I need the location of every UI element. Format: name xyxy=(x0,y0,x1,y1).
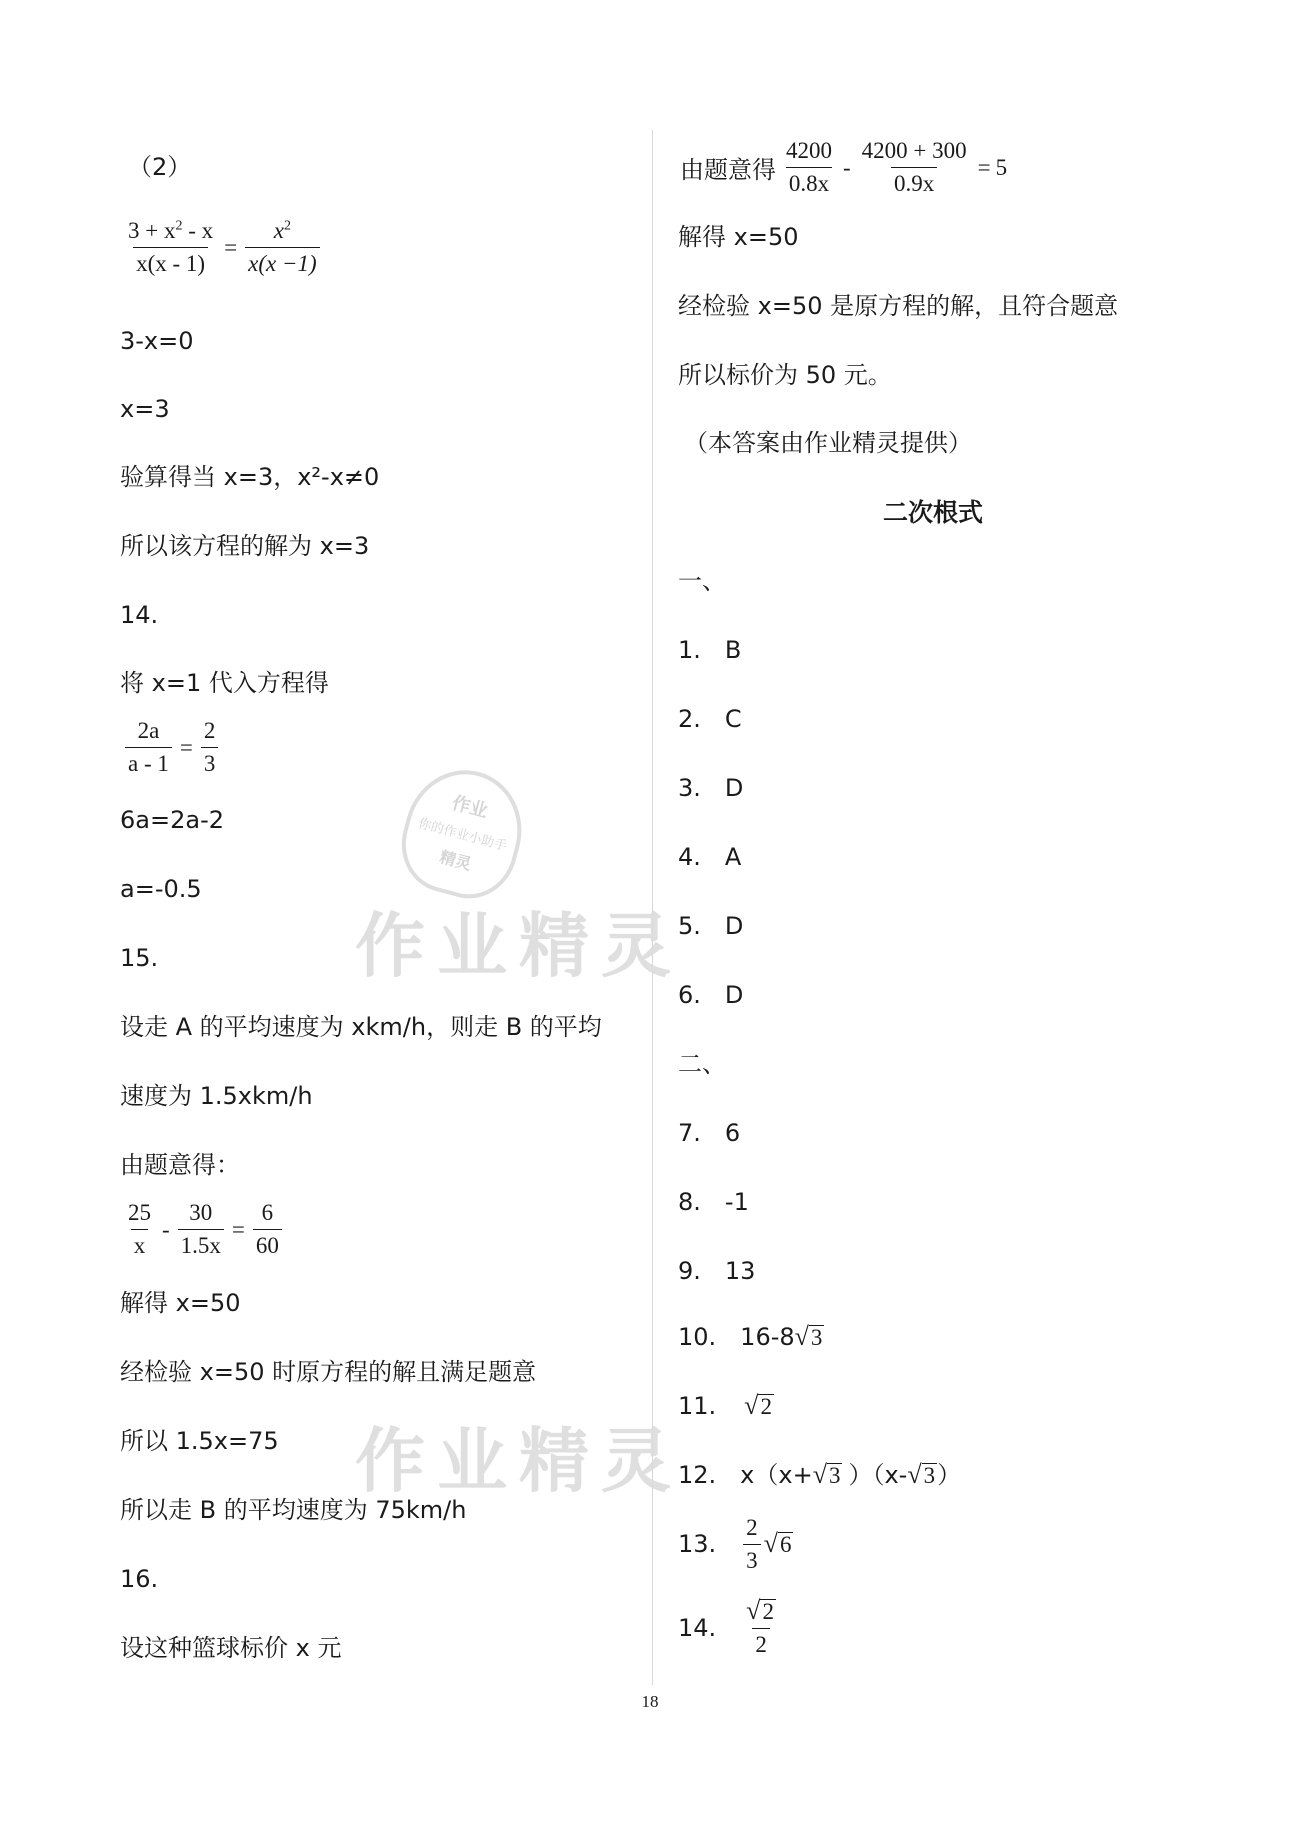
answer-item: 5. D xyxy=(678,912,744,940)
text-line: 设这种篮球标价 x 元 xyxy=(120,1634,342,1662)
text-line: 所以该方程的解为 x=3 xyxy=(120,532,370,560)
equation-4: 由题意得 $\frac{4200}{0.8x}$ - $\frac{4200 + 300}{0.9x}$ = 5 xyxy=(680,138,1008,196)
question-number: 15. xyxy=(120,944,159,972)
watermark-seal: 作业 你的作业小助手 精灵 xyxy=(391,757,536,909)
equation-3: $\frac{25}{x}$ - $\frac{30}{1.5x}$ = $\frac{6}{60}$ xyxy=(122,1200,285,1259)
fraction: $\frac{2}{3}$ xyxy=(201,718,219,777)
equation-1: $\frac{3 + x^2 - x}{x(x - 1)}$ = $\frac{x^2}{x(x -1)}$ xyxy=(122,218,323,277)
sqrt: √ 2 xyxy=(744,1391,772,1420)
text-line: 3-x=0 xyxy=(120,327,194,355)
sqrt: √ 6 xyxy=(763,1529,792,1558)
fraction: √ 2 2 xyxy=(746,1596,774,1657)
fraction: $\frac{6}{60}$ xyxy=(253,1200,282,1259)
answer-item: 6. D xyxy=(678,981,744,1009)
text-line: x=3 xyxy=(120,395,170,423)
answer-item: 3. D xyxy=(678,774,744,802)
answer-item: 11. √ 2 xyxy=(678,1391,772,1420)
text-line: 由题意得： xyxy=(120,1151,240,1179)
text-line: 6a=2a-2 xyxy=(120,806,224,834)
watermark-text: 作业精灵 xyxy=(355,1420,683,1502)
answer-item: 13. $\frac{2}{3}$ √ 6 xyxy=(678,1514,792,1573)
text-line: 速度为 1.5xkm/h xyxy=(120,1082,313,1110)
fraction: $\frac{4200}{0.8x}$ xyxy=(786,138,832,196)
fraction: $\frac{3 + x^2 - x}{x(x - 1)}$ xyxy=(128,218,214,276)
text-line: 设走 A 的平均速度为 xkm/h，则走 B 的平均 xyxy=(120,1013,602,1041)
page-number: 18 xyxy=(641,1692,659,1711)
fraction: $\frac{4200 + 300}{0.9x}$ xyxy=(861,138,967,196)
text-line: 所以走 B 的平均速度为 75km/h xyxy=(120,1496,467,1524)
text-line: a=-0.5 xyxy=(120,875,202,903)
answer-item: 14. √ 2 2 xyxy=(678,1590,782,1666)
sqrt: √ 3 xyxy=(812,1460,841,1489)
answer-item: 7. 6 xyxy=(678,1119,741,1147)
answer-item: 9. 13 xyxy=(678,1257,756,1285)
text-line: （本答案由作业精灵提供） xyxy=(684,429,972,457)
answer-item: 10. 16-8 √ 3 xyxy=(678,1322,823,1351)
fraction: $\frac{25}{x}$ xyxy=(128,1200,151,1258)
text-line: 经检验 x=50 是原方程的解，且符合题意 xyxy=(678,292,1119,320)
sqrt: √ 3 xyxy=(794,1322,823,1351)
equation-2: $\frac{2a}{a - 1}$ = $\frac{2}{3}$ xyxy=(122,718,221,777)
answer-item: 4. A xyxy=(678,843,742,871)
section-label: 二、 xyxy=(678,1050,726,1078)
text-line: 经检验 x=50 时原方程的解且满足题意 xyxy=(120,1358,537,1386)
text-line: 解得 x=50 xyxy=(120,1289,241,1317)
answer-item: 2. C xyxy=(678,705,742,733)
text-line: 将 x=1 代入方程得 xyxy=(120,669,329,697)
fraction: $\frac{30}{1.5x}$ xyxy=(178,1200,224,1259)
fraction: $\frac{x^2}{x(x -1)}$ xyxy=(245,218,320,277)
watermark-text: 作业精灵 xyxy=(355,905,683,987)
section-label: 一、 xyxy=(678,567,726,595)
text-line: （2） xyxy=(128,153,192,181)
sqrt: √ 3 xyxy=(907,1460,936,1489)
answer-item: 12. x（x+ √ 3 ）（x- √ 3 ） xyxy=(678,1460,962,1489)
text-line: 验算得当 x=3，x²-x≠0 xyxy=(120,463,380,491)
fraction: $\frac{2}{3}$ xyxy=(743,1515,761,1574)
text-line: 所以 1.5x=75 xyxy=(120,1427,279,1455)
sqrt: √ 2 xyxy=(746,1596,774,1625)
question-number: 14. xyxy=(120,601,159,629)
question-number: 16. xyxy=(120,1565,159,1593)
answer-item: 1. B xyxy=(678,636,742,664)
text-line: 解得 x=50 xyxy=(678,223,799,251)
section-heading: 二次根式 xyxy=(883,498,984,527)
fraction: $\frac{2a}{a - 1}$ xyxy=(125,718,172,777)
text-line: 所以标价为 50 元。 xyxy=(678,361,892,389)
answer-item: 8. -1 xyxy=(678,1188,749,1216)
